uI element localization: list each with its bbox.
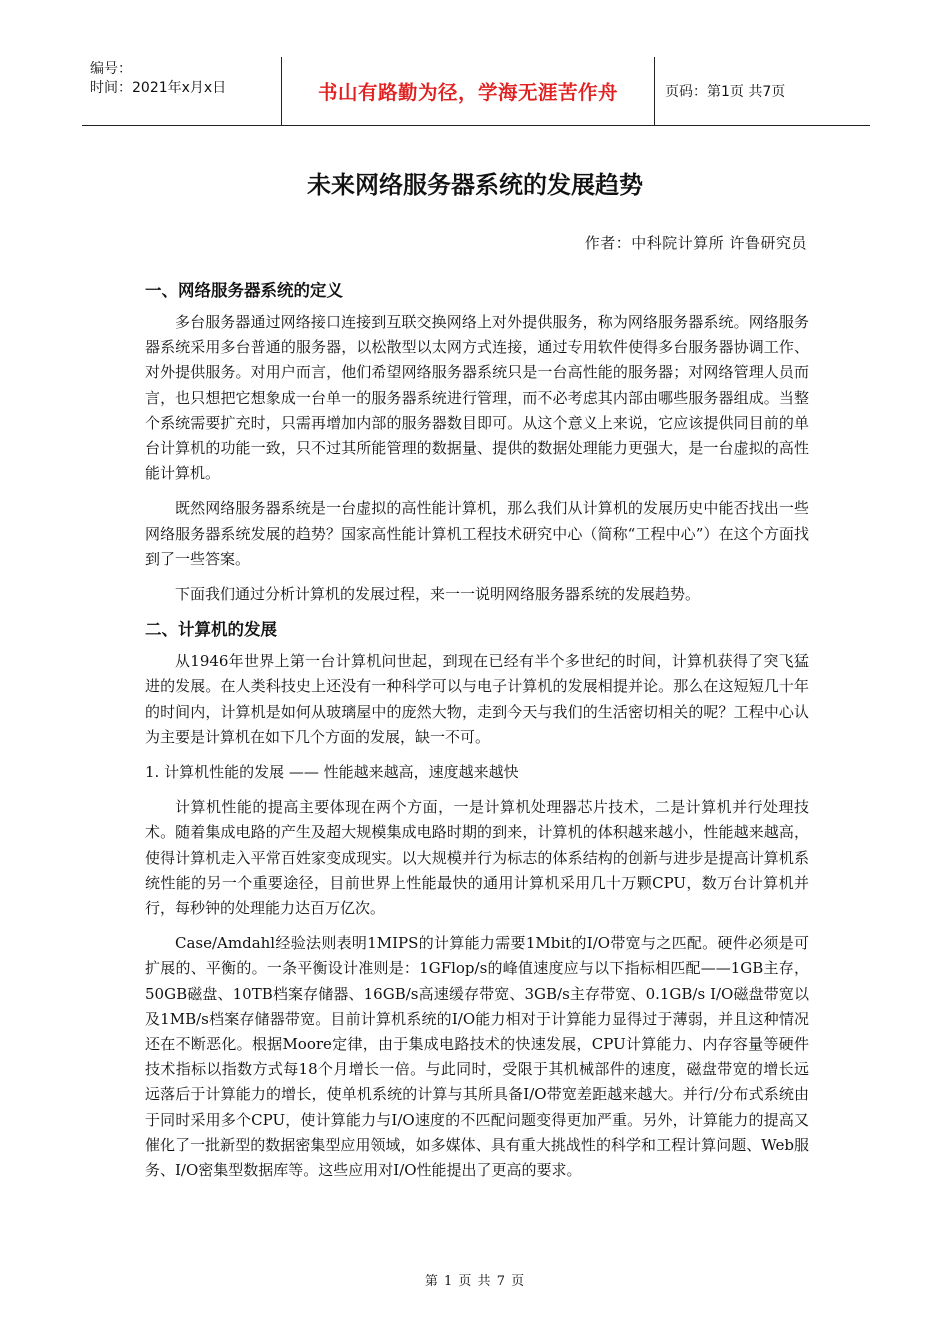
number-label: 编号： bbox=[90, 61, 132, 77]
paragraph: 下面我们通过分析计算机的发展过程，来一一说明网络服务器系统的发展趋势。 bbox=[175, 585, 701, 604]
author-line: 作者：中科院计算所 许鲁研究员 bbox=[584, 234, 807, 252]
document-title: 未来网络服务器系统的发展趋势 bbox=[307, 171, 643, 199]
time-label: 时间：2021年x月x日 bbox=[90, 80, 227, 96]
header-table bbox=[82, 57, 870, 126]
paragraph: 多台服务器通过网络接口连接到互联交换网络上对外提供服务，称为网络服务器系统。网络服务器系统采用多台普通的服务器，以松散型以太网方式连接，通过专用软件使得多台服务器协调工作、对外提供服务。对用户而言，他们希望网络服务器系统只是一台高性能的服务器；对网络管理人员而言，也只想把它想象成一台单一的服务器系统进行管理，而不必考虑其内部由哪些服务器组成。当整个系统需要扩充时，只需再增加内部的服务器数目即可。从这个意义上来说，它应该提供同目前的单台计算机的功能一致，只不过其所能管理的数据量、提供的数据处理能力更强大，是一台虚拟的高性能计算机。 bbox=[145, 313, 809, 483]
document-body bbox=[145, 278, 809, 1193]
header-page-info: 页码：第1页 共7页 bbox=[665, 84, 786, 100]
header-meta-cell bbox=[82, 57, 281, 125]
paragraph: 既然网络服务器系统是一台虚拟的高性能计算机，那么我们从计算机的发展历史中能否找出一些网络服务器系统发展的趋势？国家高性能计算机工程技术研究中心（简称“工程中心”）在这个方面找到了一些答案。 bbox=[145, 499, 809, 568]
header-motto: 书山有路勤为径，学海无涯苦作舟 bbox=[281, 57, 655, 125]
paragraph: 计算机性能的提高主要体现在两个方面，一是计算机处理器芯片技术，二是计算机并行处理技术。随着集成电路的产生及超大规模集成电路时期的到来，计算机的体积越来越小，性能越来越高，使得计算机走入平常百姓家变成现实。以大规模并行为标志的体系结构的创新与进步是提高计算机系统性能的另一个重要途径，目前世界上性能最快的通用计算机采用几十万颗CPU，数万台计算机并行，每秒钟的处理能力达百万亿次。 bbox=[145, 798, 809, 918]
page-footer: 第 1 页 共 7 页 bbox=[424, 1274, 526, 1289]
paragraph: 从1946年世界上第一台计算机问世起，到现在已经有半个多世纪的时间，计算机获得了突飞猛进的发展。在人类科技史上还没有一种科学可以与电子计算机的发展相提并论。那么在这短短几十年的时间内，计算机是如何从玻璃屋中的庞然大物，走到今天与我们的生活密切相关的呢？工程中心认为主要是计算机在如下几个方面的发展，缺一不可。 bbox=[145, 652, 809, 746]
paragraph: Case/Amdahl经验法则表明1MIPS的计算能力需要1Mbit的I/O带宽与之匹配。硬件必须是可扩展的、平衡的。一条平衡设计准则是：1GFlop/s的峰值速度应与以下指标相匹配——1GB主存，50GB磁盘、10TB档案存储器、16GB/s高速缓存带宽、3GB/s主存带宽、0.1GB/s I/O磁盘带宽以及1MB/s档案存储器带宽。目前计算机系统的I/O能力相对于计算能力显得过于薄弱，并且这种情况还在不断恶化。根据Moore定律，由于集成电路技术的快速发展，CPU计算能力、内存容量等硬件技术指标以指数方式每18个月增长一倍。与此同时，受限于其机械部件的速度，磁盘带宽的增长远远落后于计算能力的增长，使单机系统的计算与其所具备I/O带宽差距越来越大。并行/分布式系统由于同时采用多个CPU，使计算能力与I/O速度的不匹配问题变得更加严重。另外，计算能力的提高又催化了一批新型的数据密集型应用领域，如多媒体、具有重大挑战性的科学和工程计算问题、Web服务、I/O密集型数据库等。这些应用对I/O性能提出了更高的要求。 bbox=[145, 934, 809, 1180]
subheading: 1. 计算机性能的发展 —— 性能越来越高，速度越来越快 bbox=[145, 763, 519, 782]
section-heading-1: 一、网络服务器系统的定义 bbox=[145, 281, 343, 300]
section-heading-2: 二、计算机的发展 bbox=[145, 620, 277, 640]
